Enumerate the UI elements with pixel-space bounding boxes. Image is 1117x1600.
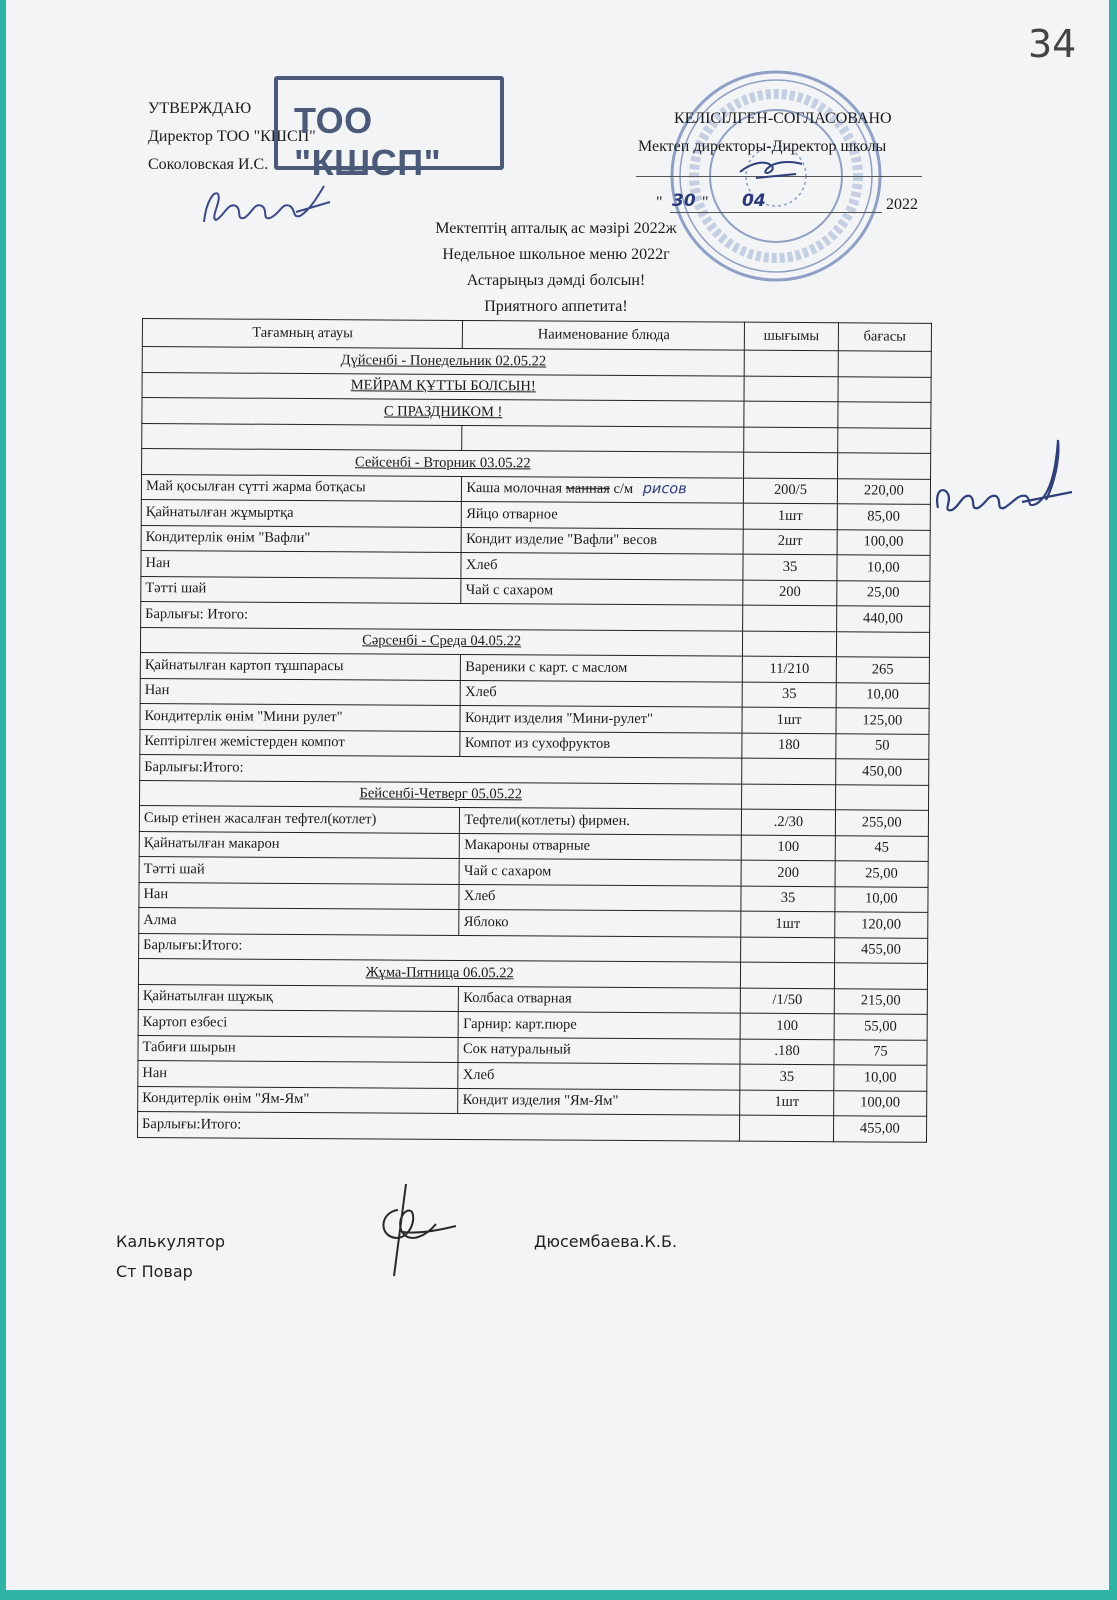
date-close-quote: " xyxy=(702,194,709,211)
dish-yield: 200/5 xyxy=(744,478,837,504)
dish-ru: Чай с сахаром xyxy=(460,858,742,885)
dish-kz: Қайнатылған макарон xyxy=(139,831,460,858)
dish-yield: 200 xyxy=(741,860,834,886)
dish-kz: Май қосылған сүтті жарма ботқасы xyxy=(141,474,462,501)
date-month: 04 xyxy=(742,191,766,211)
dish-ru: Кондит изделия "Ям-Ям" xyxy=(458,1088,740,1115)
dish-price: 215,00 xyxy=(834,988,927,1014)
dish-yield: 35 xyxy=(743,682,836,708)
dish-yield: .2/30 xyxy=(742,809,835,835)
chef-signature xyxy=(366,1180,466,1280)
dish-price: 255,00 xyxy=(835,810,928,836)
greeting-ru: С ПРАЗДНИКОМ ! xyxy=(142,398,745,427)
dish-ru: Кондит изделие "Вафли" весов xyxy=(462,527,744,554)
dish-price: 10,00 xyxy=(835,886,928,912)
dish-price: 10,00 xyxy=(836,682,929,708)
day-title: Жұма-Пятница 06.05.22 xyxy=(138,958,741,987)
dish-kz: Кондитерлік өнім "Вафли" xyxy=(141,525,462,552)
dish-yield: 1шт xyxy=(740,1090,833,1116)
total-value: 455,00 xyxy=(834,937,927,963)
footer-name: Дюсембаева.К.Б. xyxy=(534,1232,678,1251)
dish-ru: Сок натуральный xyxy=(458,1037,740,1064)
school-director-position: Мектеп директоры-Директор школы xyxy=(638,138,887,155)
dish-kz: Тәтті шай xyxy=(141,576,462,603)
total-row xyxy=(137,1111,926,1141)
dish-ru: Хлеб xyxy=(461,552,743,579)
dish-kz: Алма xyxy=(139,907,460,934)
dish-yield: 200 xyxy=(743,580,836,606)
dish-ru: Хлеб xyxy=(459,884,741,911)
header-yield: шығымы xyxy=(745,322,838,351)
dish-price: 85,00 xyxy=(837,504,930,530)
total-label: Барлығы:Итого: xyxy=(140,754,743,783)
dish-ru: Колбаса отварная xyxy=(459,986,741,1013)
dish-yield: 35 xyxy=(743,554,836,580)
dish-kz: Сиыр етінен жасалған тефтел(котлет) xyxy=(139,805,460,832)
dish-kz: Кондитерлік өнім "Ям-Ям" xyxy=(138,1086,459,1113)
day-title: Сәрсенбі - Среда 04.05.22 xyxy=(140,627,743,656)
header-ru-name: Наименование блюда xyxy=(463,320,745,350)
dish-price: 25,00 xyxy=(835,861,928,887)
total-label: Барлығы:Итого: xyxy=(139,933,742,962)
dish-price: 100,00 xyxy=(833,1090,926,1116)
dish-yield: 100 xyxy=(740,1013,833,1039)
menu-table xyxy=(137,318,932,1142)
dish-yield: 1шт xyxy=(741,911,834,937)
total-label: Барлығы:Итого: xyxy=(137,1111,740,1140)
dish-ru: Кондит изделия "Мини-рулет" xyxy=(460,705,742,732)
dish-kz: Нан xyxy=(138,1060,459,1087)
dish-kz: Кептірілген жемістерден компот xyxy=(140,729,461,756)
dish-yield: 35 xyxy=(741,886,834,912)
total-label: Барлығы: Итого: xyxy=(141,601,744,630)
dish-ru: Вареники с карт. с маслом xyxy=(461,654,743,681)
dish-price: 265 xyxy=(836,657,929,683)
approve-label: УТВЕРЖДАЮ xyxy=(148,100,252,117)
dish-price: 55,00 xyxy=(834,1014,927,1040)
dish-yield: 35 xyxy=(740,1064,833,1090)
date-line xyxy=(670,212,882,213)
dish-price: 75 xyxy=(834,1039,927,1065)
dish-yield: 11/210 xyxy=(743,656,836,682)
dish-ru: Гарнир: карт.пюре xyxy=(459,1011,741,1038)
school-director-signature xyxy=(736,152,806,182)
dish-ru-suffix: с/м xyxy=(609,481,634,498)
dish-yield: 2шт xyxy=(743,529,836,555)
day-title: Бейсенбі-Четверг 05.05.22 xyxy=(140,780,743,809)
agreed-label: КЕЛІСІЛГЕН-СОГЛАСОВАНО xyxy=(674,110,892,127)
dish-kz: Қайнатылған шұжық xyxy=(138,984,459,1011)
dish-price: 50 xyxy=(835,733,928,759)
dish-kz: Картоп езбесі xyxy=(138,1009,459,1036)
date-year: 2022 xyxy=(886,196,918,213)
greeting-kz: МЕЙРАМ ҚҰТТЫ БОЛСЫН! xyxy=(142,372,745,401)
header-price: бағасы xyxy=(838,323,931,352)
dish-ru-handwritten: рисов xyxy=(642,481,687,498)
dish-kz: Табиғи шырын xyxy=(138,1035,459,1062)
day-title: Дүйсенбі - Понедельник 02.05.22 xyxy=(142,347,745,376)
dish-ru: Яблоко xyxy=(459,909,741,936)
dish-ru: Тефтели(котлеты) фирмен. xyxy=(460,807,742,834)
total-value: 440,00 xyxy=(836,606,929,632)
director-name: Соколовская И.С. xyxy=(148,156,269,173)
dish-kz: Нан xyxy=(140,678,461,705)
dish-yield: 180 xyxy=(742,733,835,759)
dish-ru: Чай с сахаром xyxy=(461,578,743,605)
dish-ru xyxy=(462,476,744,503)
director-position: Директор ТОО "КШСП" xyxy=(148,128,316,145)
page-number: 34 xyxy=(1028,22,1077,66)
dish-price: 100,00 xyxy=(837,529,930,555)
dish-ru: Хлеб xyxy=(458,1062,740,1089)
dish-kz: Қайнатылған картоп тұшпарасы xyxy=(140,652,461,679)
dish-ru: Яйцо отварное xyxy=(462,501,744,528)
dish-yield: .180 xyxy=(740,1039,833,1065)
company-stamp: ТОО "КШСП" xyxy=(274,76,504,170)
total-value: 450,00 xyxy=(835,759,928,785)
footer-role-chef: Ст Повар xyxy=(116,1262,193,1281)
wish-ru: Приятного аппетита! xyxy=(484,298,628,315)
dish-ru: Хлеб xyxy=(461,680,743,707)
dish-price: 10,00 xyxy=(837,555,930,581)
footer-role-calculator: Калькулятор xyxy=(116,1232,226,1251)
dish-ru: Компот из сухофруктов xyxy=(460,731,742,758)
total-value: 455,00 xyxy=(833,1116,926,1142)
dish-kz: Нан xyxy=(139,882,460,909)
title-kz: Мектептің апталық ас мәзірі 2022ж xyxy=(435,220,677,237)
dish-price: 120,00 xyxy=(834,912,927,938)
wish-kz: Астарыңыз дәмді болсын! xyxy=(466,272,646,289)
dish-price: 125,00 xyxy=(836,708,929,734)
dish-price: 45 xyxy=(835,835,928,861)
dish-kz: Тәтті шай xyxy=(139,856,460,883)
header-kz-name: Тағамның атауы xyxy=(142,319,463,349)
day-title: Сейсенбі - Вторник 03.05.22 xyxy=(142,449,745,478)
date-day: 30 xyxy=(672,191,696,211)
document-sheet xyxy=(6,0,1109,1590)
dish-yield: /1/50 xyxy=(741,988,834,1014)
dish-yield: 100 xyxy=(742,835,835,861)
margin-signature xyxy=(926,430,1076,530)
dish-kz: Қайнатылған жұмыртқа xyxy=(141,499,462,526)
dish-yield: 1шт xyxy=(744,503,837,529)
dish-ru-prefix: Каша молочная xyxy=(466,480,566,497)
dish-kz: Кондитерлік өнім "Мини рулет" xyxy=(140,703,461,730)
dish-price: 10,00 xyxy=(833,1065,926,1091)
dish-kz: Нан xyxy=(141,550,462,577)
dish-price: 25,00 xyxy=(836,580,929,606)
dish-yield: 1шт xyxy=(742,707,835,733)
title-ru: Недельное школьное меню 2022г xyxy=(442,246,670,263)
dish-ru: Макароны отварные xyxy=(460,833,742,860)
dish-ru-struck: манная xyxy=(565,480,610,498)
dish-price: 220,00 xyxy=(837,478,930,504)
date-open-quote: " xyxy=(656,194,663,211)
